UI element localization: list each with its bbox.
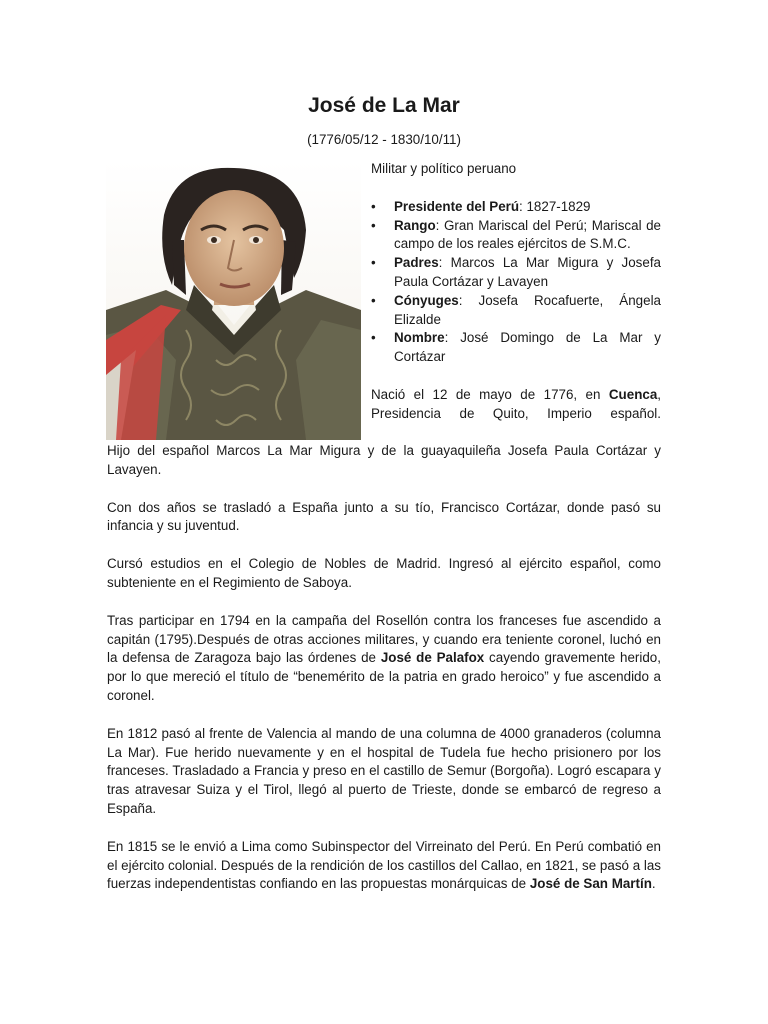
military-name: José de Palafox (380, 650, 485, 666)
fact-text: : 1827-1829 (519, 198, 591, 214)
birth-city: Cuenca (608, 386, 658, 402)
fact-label: Rango (394, 217, 436, 233)
peru-name: José de San Martín (529, 876, 652, 892)
fact-label: Nombre (394, 330, 445, 346)
page-title: José de La Mar (308, 94, 460, 117)
fact-nombre (371, 329, 661, 367)
life-dates: (1776/05/12 - 1830/10/11) (307, 132, 461, 147)
body-text (107, 442, 661, 913)
fact-text: : José Domingo de La Mar y Cortázar (394, 330, 661, 365)
fact-rango (371, 217, 661, 255)
facts-list (371, 198, 661, 367)
fact-presidente (371, 198, 661, 217)
fact-label: Cónyuges (394, 292, 459, 308)
fact-text: : Gran Mariscal del Perú; Mariscal de campo de los reales ejércitos de S.M.C. (394, 217, 661, 252)
paragraph-studies: Cursó estudios en el Colegio de Nobles de Madrid. Ingresó al ejército español, como subteniente en el Regimiento de Saboya. (107, 556, 661, 590)
peru-pre: En 1815 se le envió a Lima como Subinspector del Virreinato del Perú. En Perú combatió en el ejército colonial. Después de la rendición de los castillos del Callao, en 1821, se pasó a las fuerzas independentistas confiando en las propuestas monárquicas de (107, 838, 661, 892)
fact-conyuges (371, 292, 661, 330)
military-pre: Tras participar en 1794 en la campaña del Rosellón contra los franceses fue ascendido a capitán (1795).Después de otras acciones militares, y cuando era teniente coronel, luchó en la defensa de Zaragoza bajo las órdenes de (107, 612, 661, 666)
paragraph-parents: Hijo del español Marcos La Mar Migura y de la guayaquileña Josefa Paula Cortázar y Lavayen. (107, 443, 661, 477)
military-post: cayendo gravemente herido, por lo que mereció el título de “benemérito de la patria en grado heroico” y fue ascendido a coronel. (107, 650, 661, 703)
portrait-illustration (106, 160, 361, 440)
fact-text: : Marcos La Mar Migura y Josefa Paula Cortázar y Lavayen (394, 255, 661, 289)
fact-label: Padres (394, 255, 439, 271)
summary-column (371, 160, 661, 437)
subtitle: Militar y político peruano (371, 161, 517, 176)
birth-post: , Presidencia de Quito, Imperio español. (371, 386, 661, 421)
paragraph-1815 (107, 838, 661, 894)
paragraph-1812: En 1812 pasó al frente de Valencia al mando de una columna de 4000 granaderos (columna La Mar). Fue herido nuevamente y en el hospital de Tudela fue hecho prisionero por los franceses. Trasladado a Francia y preso en el castillo de Semur (Borgoña). Logró escapara y tras atravesar Suiza y el Tirol, llegó al puerto de Trieste, donde se embarcó de regreso a España. (107, 725, 661, 816)
birth-pre: Nació el 12 de mayo de 1776, en (371, 386, 609, 402)
paragraph-childhood: Con dos años se trasladó a España junto a su tío, Francisco Cortázar, donde pasó su infancia y su juventud. (107, 499, 661, 534)
paragraph-military (107, 612, 661, 706)
fact-padres (371, 254, 661, 292)
birth-paragraph (371, 386, 661, 424)
fact-text: : Josefa Rocafuerte, Ángela Elizalde (394, 292, 661, 327)
peru-post: . (651, 876, 656, 892)
fact-label: Presidente del Perú (394, 198, 520, 214)
portrait-image (106, 160, 361, 440)
